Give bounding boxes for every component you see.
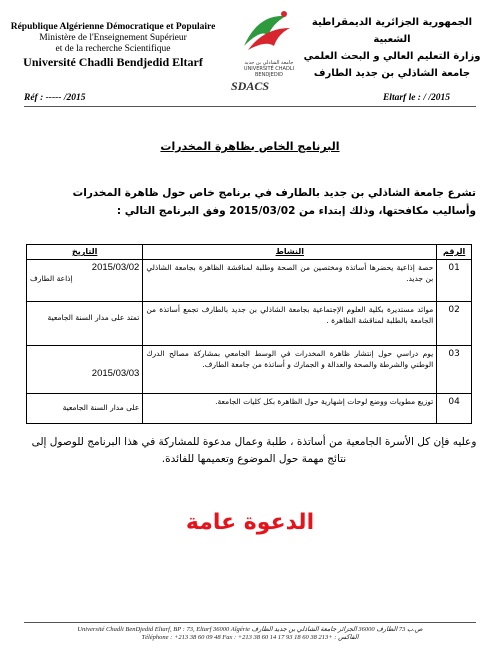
reference-number: Réf : ----- /2015 [24,93,86,103]
university-logo [238,6,300,64]
document-title: البرنامج الخاص بظاهرة المخدرات [160,140,340,153]
program-table [26,244,472,424]
department-code: SDACS [230,79,270,93]
footer [0,626,500,642]
closing-paragraph: وعليه فإن كل الأسرة الجامعية من أساتذة ، طلبة وعمال مدعوة للمشاركة في هذا البرنامج للوصول إلى نتائج مهمة حول الموضوع وتعميمها للفائدة. [31,436,477,465]
footer-divider [24,622,476,623]
row-date [27,346,143,394]
table-row [27,346,472,394]
public-invitation: الدعوة عامة [185,510,315,535]
row-number: 04 [437,394,472,424]
logo-caption-fr: UNIVERSITÉ CHADLI BENDJEDID [243,66,295,78]
row-date-place: إذاعة الطارف [30,274,73,283]
row-number: 03 [437,346,472,394]
university-name-ar: جامعة الشاذلي بن جديد الطارف [313,68,471,79]
row-number: 02 [437,302,472,346]
row-date [27,394,143,424]
table-row [27,394,472,424]
row-date-value: 2015/03/03 [91,368,140,379]
header-arabic [292,14,492,82]
header-date: التاريخ [27,245,143,260]
row-date-note: تمتد على مدار السنة الجامعية [47,313,140,322]
row-activity: توزيع مطويات ووضع لوحات إشهارية حول الظاهرة بكل كليات الجامعة. [143,394,437,424]
row-activity: يوم دراسي حول إنتشار ظاهرة المخدرات في الوسط الجامعي بمشاركة مصالح الدرك الوطني والشرطة والصحة والعدالة و الجمارك و أساتذة من جامعة الطارف. [143,346,437,394]
header-french [8,22,218,69]
footer-contacts: Téléphone : +213 38 60 09 48 Fax : +213 38 60 14 17 الفاكس : +213 38 60 18 93 [141,634,359,641]
ministry-name-ar: وزارة التعليم العالي و البحث العلمي [303,51,481,62]
republic-name-ar: الجمهورية الجزائرية الديمقراطية الشعبية [311,17,473,45]
row-activity: حصة إذاعية يحضرها أساتذة ومختصين من الصحة وطلبة لمناقشة الظاهرة بجامعة الشاذلي بن جديد. [143,260,437,302]
ministry-sub-fr: et de la recherche Scientifique [55,44,171,54]
header-divider [24,106,476,107]
table-row [27,302,472,346]
intro-paragraph: تشرع جامعة الشاذلي بن جديد بالطارف في برنامج خاص حول ظاهرة المخدرات وأساليب مكافحتها، وذلك إبتداء من 2015/03/02 وفق البرنامج التالي : [72,187,476,217]
row-number: 01 [437,260,472,302]
university-name-fr: Université Chadli Bendjedid Eltarf [23,55,203,69]
header-num: الرقم [437,245,472,260]
document-date: Eltarf le : / /2015 [382,93,450,103]
table-row [27,260,472,302]
footer-address: Université Chadli BenDjedid Eltarf, BP : 73, Eltarf 36000 Algérie ص.ب 73 الطارف 36000 الجزائر جامعة الشاذلي بن جديد الطارف [77,626,423,633]
row-date-value: 2015/03/02 [91,262,140,273]
table-header-row [27,245,472,260]
row-activity: موائد مستديرة بكلية العلوم الإجتماعية بجامعة الشاذلي بن جديد بالطارف تجمع أساتذة من الجامعة بالطلبة لمناقشة الظاهرة . [143,302,437,346]
logo-caption-ar: جامعة الشاذلي بن جديد [244,60,294,66]
row-date [27,302,143,346]
row-date-note: على مدار السنة الجامعية [62,403,140,412]
header-activity: النشاط [143,245,437,260]
republic-name-fr: République Algérienne Démocratique et Populaire [10,22,216,32]
ministry-name-fr: Ministère de l'Enseignement Supérieur [39,33,187,43]
row-date [27,260,143,302]
